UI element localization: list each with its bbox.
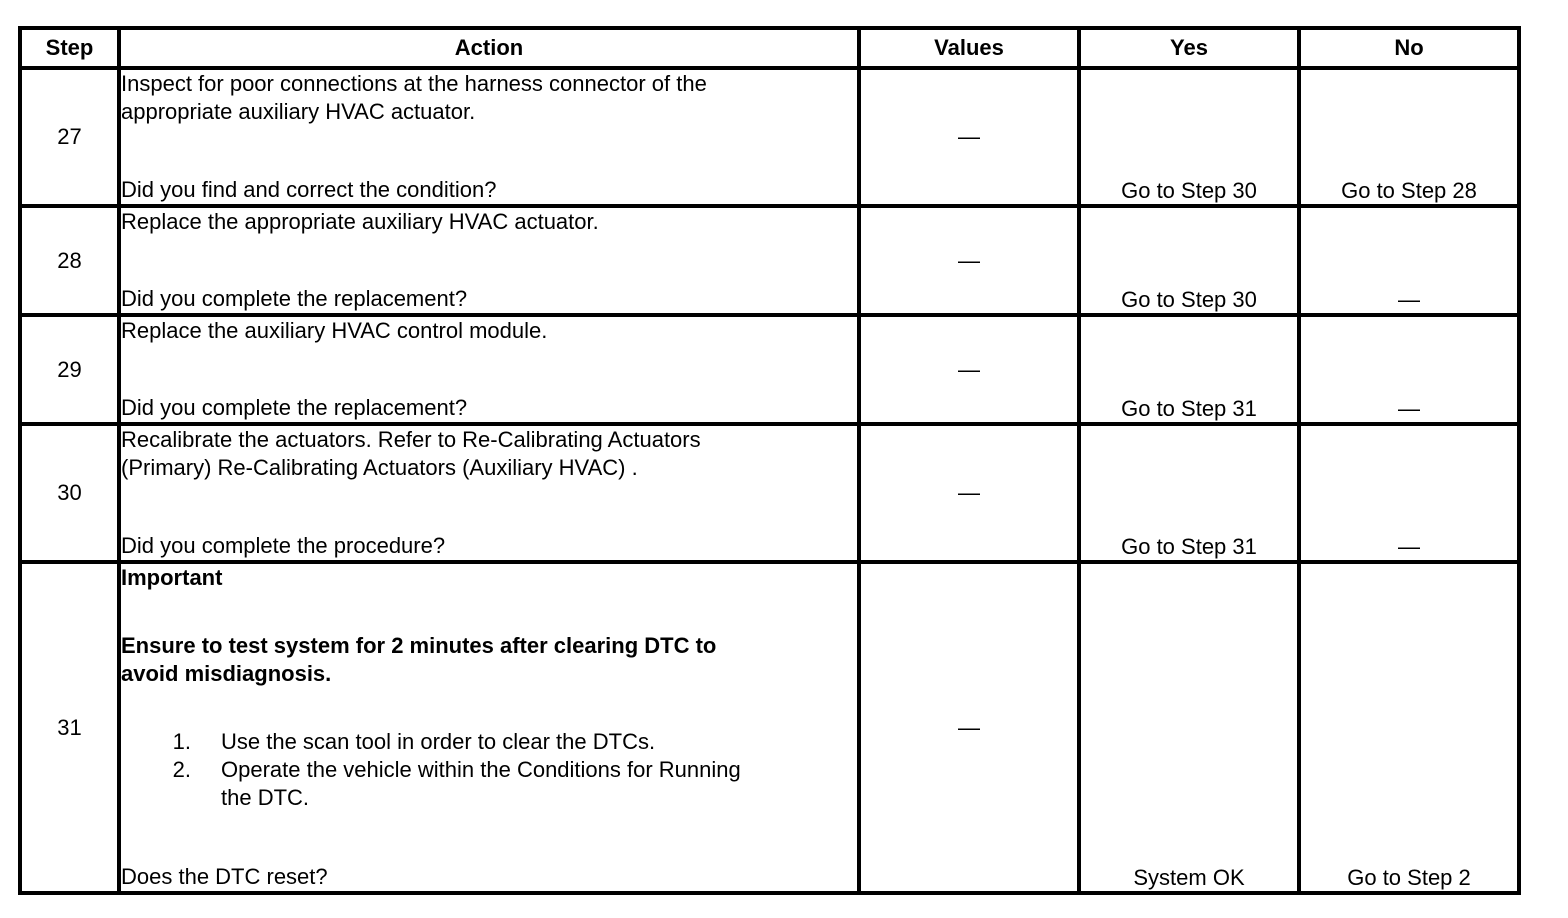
step-number: 31 [20,562,119,893]
table-row [20,206,1519,315]
no-cell: — [1299,424,1519,562]
no-cell: Go to Step 2 [1299,562,1519,893]
header-yes: Yes [1079,28,1299,68]
list-text [221,756,857,812]
list-item [121,728,857,756]
action-text: Recalibrate the actuators. Refer to Re-Calibrating Actuators [121,427,701,452]
header-step: Step [20,28,119,68]
list-item [121,756,857,812]
table-row [20,424,1519,562]
no-cell: — [1299,206,1519,315]
important-note [121,632,857,688]
action-cell [119,424,859,562]
yes-cell: Go to Step 30 [1079,68,1299,206]
important-text: avoid misdiagnosis. [121,661,332,686]
no-cell: Go to Step 28 [1299,68,1519,206]
header-no: No [1299,28,1519,68]
values-cell: — [859,68,1079,206]
step-number: 28 [20,206,119,315]
action-text: Inspect for poor connections at the harness connector of the [121,71,707,96]
action-text: appropriate auxiliary HVAC actuator. [121,99,476,124]
action-question: Did you complete the replacement? [121,395,468,420]
action-question: Did you complete the replacement? [121,286,468,311]
header-row [20,28,1519,68]
step-number: 27 [20,68,119,206]
action-text: (Primary) Re-Calibrating Actuators (Auxiliary HVAC) . [121,455,638,480]
yes-cell: Go to Step 30 [1079,206,1299,315]
header-values: Values [859,28,1079,68]
step-number: 29 [20,315,119,424]
values-cell: — [859,315,1079,424]
table-row [20,562,1519,893]
yes-cell: Go to Step 31 [1079,315,1299,424]
action-question: Does the DTC reset? [121,864,328,889]
action-cell [119,206,859,315]
important-label: Important [121,565,223,590]
table-row [20,315,1519,424]
header-action: Action [119,28,859,68]
no-cell: — [1299,315,1519,424]
action-question: Did you find and correct the condition? [121,177,497,202]
action-text: Replace the auxiliary HVAC control module. [121,318,548,343]
procedure-list [121,728,857,812]
action-question: Did you complete the procedure? [121,533,446,558]
important-text: Ensure to test system for 2 minutes after clearing DTC to [121,633,717,658]
values-cell: — [859,562,1079,893]
list-number: 1. [172,729,191,754]
action-cell [119,562,859,893]
yes-cell: Go to Step 31 [1079,424,1299,562]
values-cell: — [859,206,1079,315]
table-row [20,68,1519,206]
list-text-line: Operate the vehicle within the Conditions for Running [221,757,741,782]
list-text: Use the scan tool in order to clear the DTCs. [221,729,656,754]
diagnostic-table [18,26,1521,895]
action-cell [119,68,859,206]
action-cell [119,315,859,424]
step-number: 30 [20,424,119,562]
list-text-line: the DTC. [221,785,310,810]
list-number: 2. [172,757,191,782]
values-cell: — [859,424,1079,562]
yes-cell: System OK [1079,562,1299,893]
action-text: Replace the appropriate auxiliary HVAC actuator. [121,209,599,234]
